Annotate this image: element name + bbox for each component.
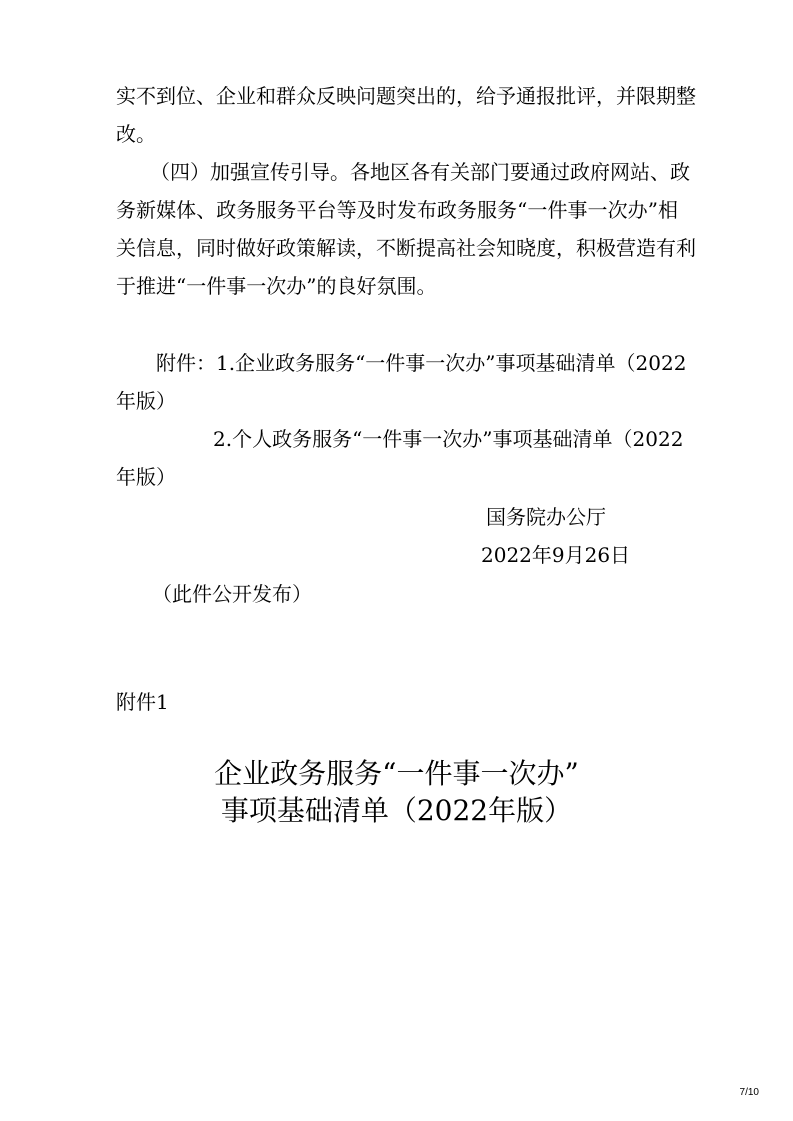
annex-title-line-1: 企业政务服务“一件事一次办” <box>214 757 579 790</box>
body-text-line: 关信息，同时做好政策解读，不断提高社会知晓度，积极营造有利 <box>116 236 696 260</box>
page-number: 7/10 <box>739 1087 759 1098</box>
issuer-signature: 国务院办公厅 <box>486 505 606 529</box>
body-text-line: 改。 <box>116 122 156 146</box>
attachment-item-1-continuation: 年版） <box>116 389 176 413</box>
attachment-item-2-continuation: 年版） <box>116 465 176 489</box>
body-text-line: 于推进“一件事一次办”的良好氛围。 <box>116 274 437 298</box>
attachment-item-1: 附件：1.企业政务服务“一件事一次办”事项基础清单（2022 <box>156 351 687 375</box>
annex-label: 附件1 <box>116 690 169 714</box>
annex-title-line-2: 事项基础清单（2022年版） <box>220 794 573 827</box>
publication-note: （此件公开发布） <box>152 582 312 606</box>
attachment-item-2: 2.个人政务服务“一件事一次办”事项基础清单（2022 <box>213 427 684 451</box>
issue-date: 2022年9月26日 <box>481 543 631 567</box>
paragraph-heading-line: （四）加强宣传引导。各地区各有关部门要通过政府网站、政 <box>150 160 690 184</box>
body-text-line: 务新媒体、政务服务平台等及时发布政务服务“一件事一次办”相 <box>116 198 678 222</box>
body-text-line: 实不到位、企业和群众反映问题突出的，给予通报批评，并限期整 <box>116 84 696 108</box>
